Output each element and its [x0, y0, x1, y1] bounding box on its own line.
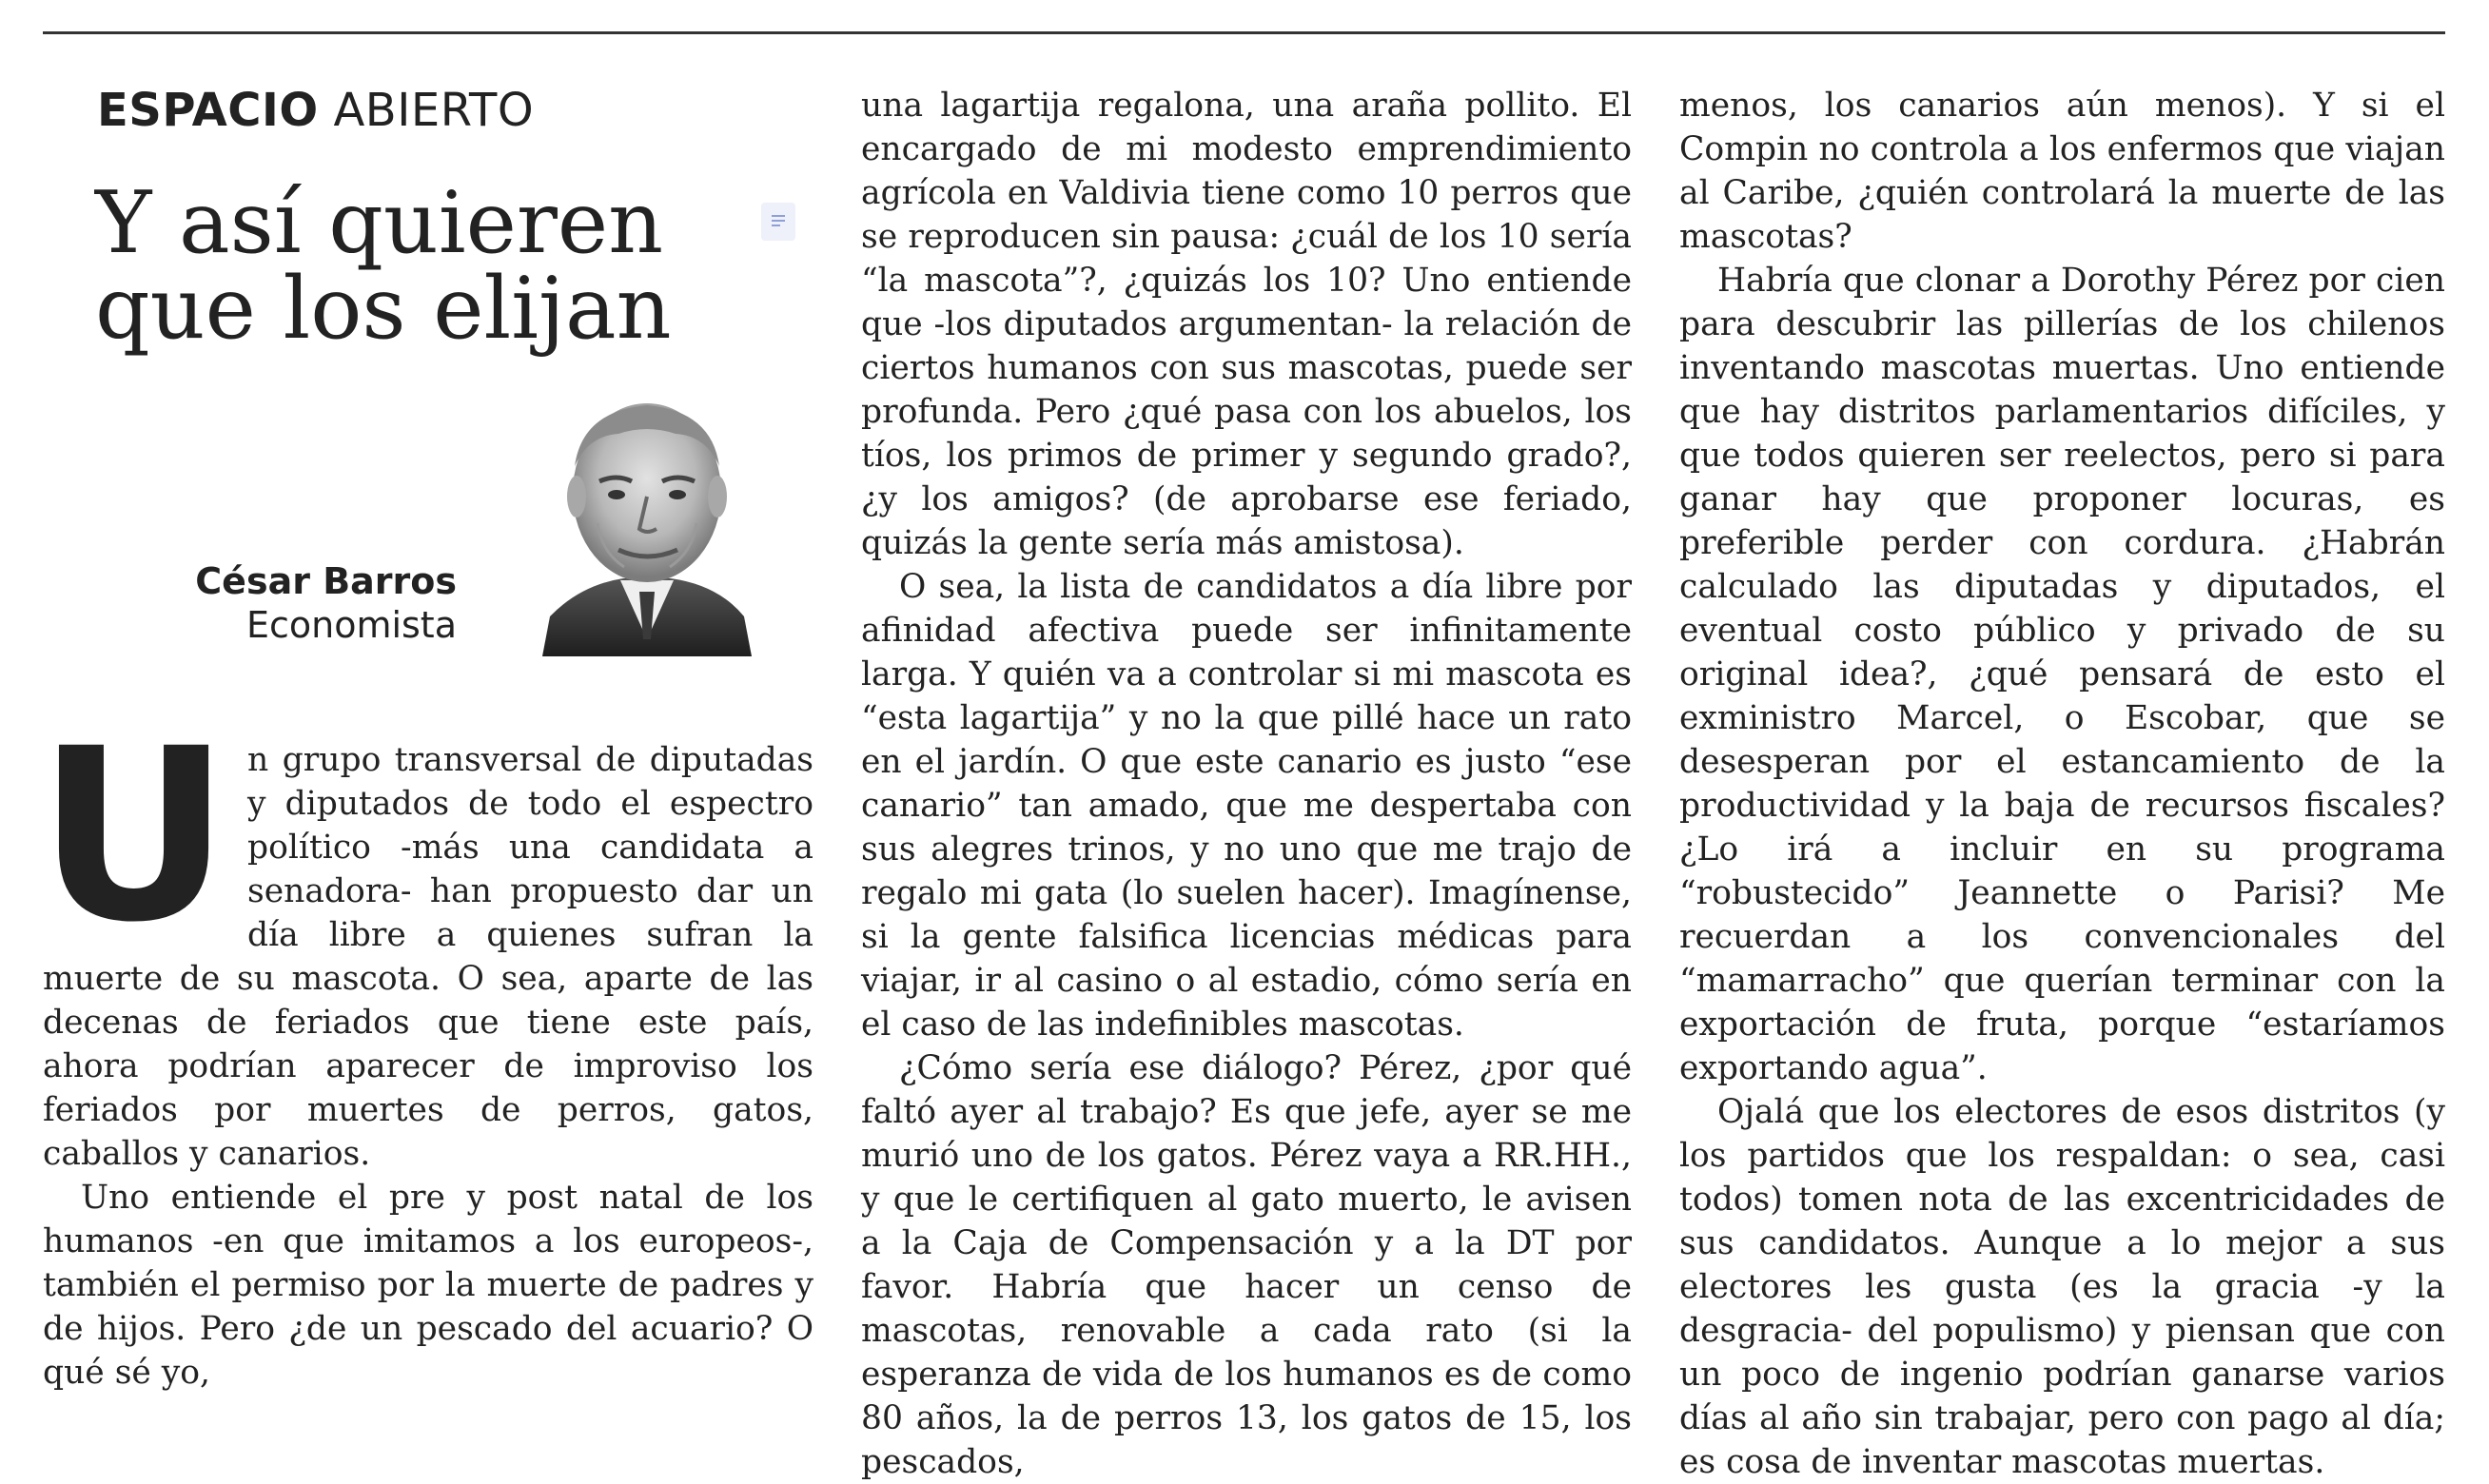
author-name: César Barros — [195, 560, 457, 602]
article-paragraph-3: una lagartija regalona, una araña pollito. El encargado de mi modesto emprendimiento agrícola en Valdivia tiene como 10 perros que se reproducen sin pausa: ¿cuál de los 10 sería “la mascota”?, ¿quizás los 10? Uno entiende que -los diputados argumentan- la relación de ciertos humanos con sus mascotas, puede ser profunda. Pero ¿qué pasa con los abuelos, los tíos, los primos de primer y segundo grado?, ¿y los amigos? (de aprobarse ese feriado, quizás la gente sería más amistosa). — [861, 87, 1632, 562]
author-photo — [533, 390, 761, 656]
article-paragraph-2: Uno entiende el pre y post natal de los humanos -en que imitamos a los europeos-, también el permiso por la muerte de padres y de hijos. Pero ¿de un pescado del acuario? O qué sé yo, — [43, 1179, 813, 1392]
article-paragraph-1 — [37, 697, 813, 1176]
article-column-3 — [1679, 84, 2445, 1484]
drop-cap: U — [37, 697, 231, 974]
author-role: Economista — [245, 604, 457, 646]
article-title-line-1: Y así quieren — [95, 173, 664, 273]
article-paragraph-5: ¿Cómo sería ese diálogo? Pérez, ¿por qué faltó ayer al trabajo? Es que jefe, ayer se me murió uno de los gatos. Pérez vaya a RR.HH., y que le certifiquen al gato muerto, le avisen a la Caja de Compensación y a la DT por favor. Habría que hacer un censo de mascotas, renovable a cada rato (si la esperanza de vida de los humanos es de como 80 años, la de perros 13, los gatos de 15, los pescados, — [861, 1049, 1632, 1481]
section-label-bold: ESPACIO — [97, 84, 319, 137]
article-paragraph-6: menos, los canarios aún menos). Y si el Compin no controla a los enfermos que viajan al Caribe, ¿quién controlará la muerte de las mascotas? — [1679, 87, 2445, 256]
section-header — [97, 84, 534, 137]
section-label-light: ABIERTO — [333, 84, 535, 137]
article-paragraph-8: Ojalá que los electores de esos distritos (y los partidos que los respaldan: o sea, casi todos) tomen nota de las excentricidades de sus candidatos. Aunque a lo mejor a sus electores les gusta (es la gracia -y la desgracia- del populismo) y piensan que con un poco de ingenio podrían ganarse varios días al año sin trabajar, pero con pago al día; es cosa de inventar mascotas muertas. — [1679, 1093, 2445, 1481]
author-block — [143, 559, 457, 647]
paragraph-text: n grupo transversal de diputadas y diputados de todo el espectro político -más una candidata a senadora- han propuesto dar un día libre a quienes sufran la muerte de su mascota. O sea, aparte de las decenas de feriados que tiene este país, ahora podrían aparecer de improviso los feriados por muertes de perros, gatos, caballos y canarios. — [43, 741, 813, 1173]
note-icon[interactable] — [761, 203, 795, 241]
article-column-1 — [37, 697, 813, 1395]
article-paragraph-4: O sea, la lista de candidatos a día libre por afinidad afectiva puede ser infinitamente larga. Y quién va a controlar si mi mascota es “esta lagartija” y no la que pillé hace un rato en el jardín. O que este canario es justo “ese canario” tan amado, que me despertaba con sus alegres trinos, y no uno que me trajo de regalo mi gata (lo suelen hacer). Imagínense, si la gente falsifica licencias médicas para viajar, ir al casino o al estadio, cómo sería en el caso de las indefinibles mascotas. — [861, 568, 1632, 1044]
article-paragraph-7: Habría que clonar a Dorothy Pérez por cien para descubrir las pillerías de los chilenos inventando mascotas muertas. Uno entiende que hay distritos parlamentarios difíciles, y que todos quieren ser reelectos, pero si para ganar hay que proponer locuras, es preferible perder con cordura. ¿Habrán calculado las diputadas y diputados, el eventual costo público y privado de su original idea?, ¿qué pensará de esto el exministro Marcel, o Escobar, que se desesperan por el estancamiento de la productividad y la baja de recursos fiscales? ¿Lo irá a incluir en su programa “robustecido” Jeannette o Parisi? Me recuerdan a los convencionales del “mamarracho” que querían terminar con la exportación de fruta, porque “estaríamos exportando agua”. — [1679, 262, 2445, 1087]
article-column-2 — [861, 84, 1632, 1484]
article-title — [95, 173, 672, 359]
top-rule — [43, 31, 2445, 34]
article-title-line-2: que los elijan — [95, 259, 672, 359]
